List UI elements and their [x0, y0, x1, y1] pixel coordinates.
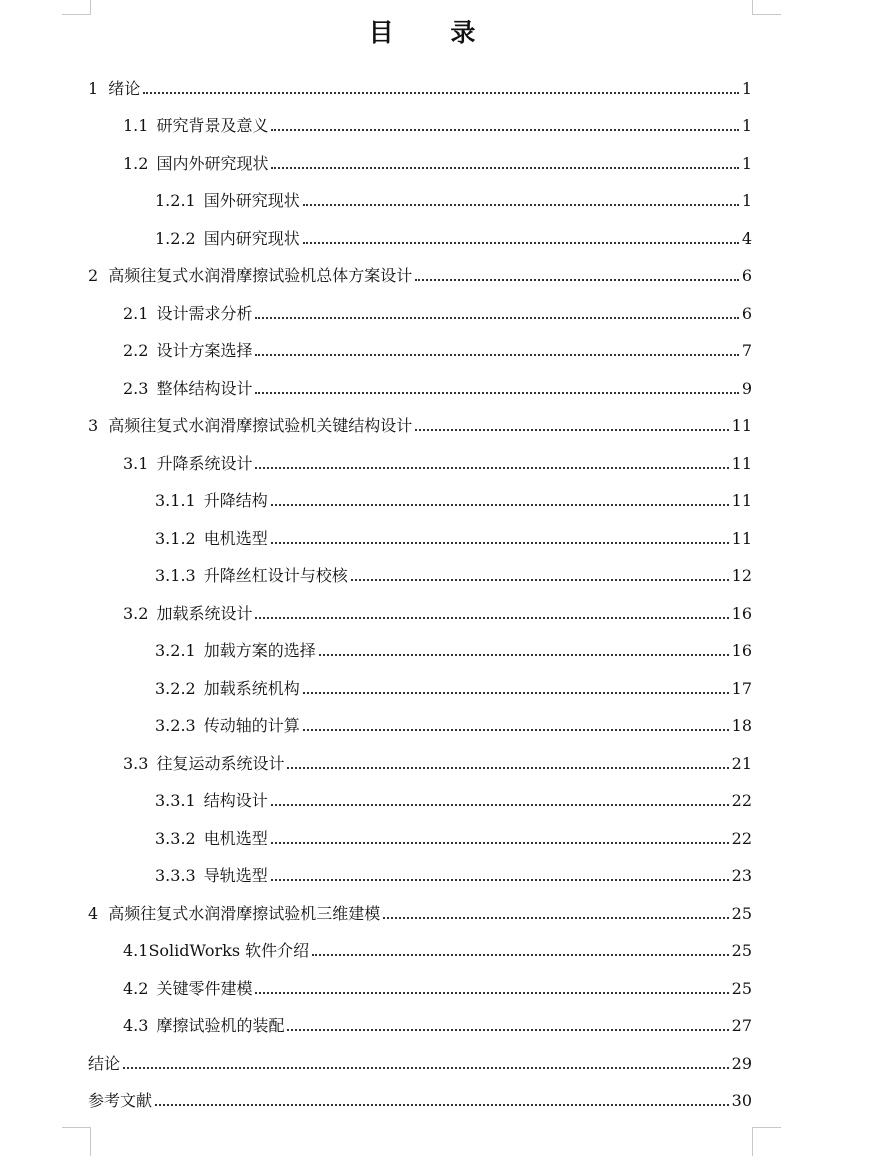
toc-entry[interactable]: [88, 475, 752, 513]
toc-entry[interactable]: [88, 437, 752, 475]
toc-entry-page-number: 29: [731, 1053, 752, 1073]
toc-dot-leader: [383, 915, 728, 919]
toc-dot-leader: [351, 577, 729, 581]
toc-title: 目 录: [368, 18, 500, 47]
toc-entry-number: 3.1.2: [155, 528, 196, 548]
toc-entry[interactable]: [88, 737, 752, 775]
toc-entry-page-number: 7: [741, 341, 752, 360]
toc-entry-label: 摩擦试验机的装配: [156, 1016, 285, 1035]
toc-entry-page-number: 9: [741, 378, 752, 398]
toc-dot-leader: [303, 240, 739, 244]
toc-entry-number: 2.2: [123, 341, 149, 360]
toc-entry[interactable]: [88, 325, 752, 363]
toc-entry-page-number: 25: [731, 978, 752, 998]
toc-entry-label: 国内外研究现状: [156, 153, 269, 173]
toc-entry-page-number: 17: [731, 678, 752, 698]
toc-entry-page-number: 25: [731, 903, 752, 923]
toc-entry[interactable]: [88, 1000, 752, 1038]
toc-entry-label: 加载系统机构: [203, 678, 300, 698]
toc-entry-label: 绪论: [108, 78, 141, 98]
toc-entry[interactable]: [88, 100, 752, 138]
toc-entry-page-number: 11: [731, 528, 752, 548]
toc-entry-label: 国外研究现状: [203, 191, 300, 210]
toc-dot-leader: [271, 802, 729, 806]
toc-entry-page-number: 1: [741, 78, 752, 98]
toc-dot-leader: [287, 1027, 728, 1031]
toc-entry-label: 往复运动系统设计: [156, 753, 285, 773]
toc-entry-label: SolidWorks 软件介绍: [148, 941, 310, 960]
toc-entry-number: 1.2.1: [155, 191, 196, 210]
toc-entry[interactable]: [88, 700, 752, 738]
toc-entry[interactable]: [88, 925, 752, 963]
toc-dot-leader: [303, 727, 729, 731]
toc-entry[interactable]: [88, 887, 752, 925]
toc-dot-leader: [271, 540, 729, 544]
toc-entry-label: 整体结构设计: [156, 378, 253, 398]
toc-entry[interactable]: [88, 362, 752, 400]
toc-entry-page-number: 1: [741, 191, 752, 210]
toc-entry-number: 3.2.1: [155, 641, 196, 660]
page-corner-mark-bottom-right: [752, 1127, 781, 1156]
toc-entry-label: 高频往复式水润滑摩擦试验机总体方案设计: [108, 266, 413, 285]
page-corner-mark-top-left: [62, 0, 91, 15]
toc-entry-label: 国内研究现状: [203, 228, 300, 248]
toc-entry-page-number: 21: [731, 753, 752, 773]
toc-entry-label: 高频往复式水润滑摩擦试验机关键结构设计: [108, 416, 413, 435]
toc-dot-leader: [271, 165, 738, 169]
toc-entry-number: 3.3: [123, 753, 149, 773]
toc-entry-number: 1.1: [123, 116, 149, 135]
toc-entry-label: 升降系统设计: [156, 453, 253, 473]
toc-entry-label: 结构设计: [203, 791, 268, 810]
toc-entry-page-number: 6: [741, 303, 752, 323]
toc-dot-leader: [255, 390, 738, 394]
toc-entry-page-number: 18: [731, 716, 752, 735]
toc-entry[interactable]: [88, 287, 752, 325]
toc-dot-leader: [255, 352, 738, 356]
toc-entry-page-number: 4: [741, 228, 752, 248]
toc-entry-page-number: 25: [731, 941, 752, 960]
toc-dot-leader: [255, 465, 728, 469]
toc-dot-leader: [303, 202, 739, 206]
toc-entry-page-number: 16: [731, 641, 752, 660]
page-corner-mark-bottom-left: [62, 1127, 91, 1156]
toc-entry-label: 设计需求分析: [156, 303, 253, 323]
toc-entry-page-number: 22: [731, 828, 752, 848]
toc-entry-number: 3.3.2: [155, 828, 196, 848]
toc-entry-number: 2: [88, 266, 99, 285]
toc-entry-page-number: 16: [731, 603, 752, 623]
toc-entry-label: 加载方案的选择: [203, 641, 316, 660]
toc-entry[interactable]: [88, 550, 752, 588]
toc-entry[interactable]: [88, 962, 752, 1000]
toc-dot-leader: [255, 615, 728, 619]
toc-dot-leader: [155, 1102, 729, 1106]
toc-dot-leader: [271, 127, 738, 131]
toc-entry-number: 4.3: [123, 1016, 149, 1035]
toc-entry[interactable]: [88, 175, 752, 213]
toc-entry[interactable]: [88, 137, 752, 175]
toc-entry-label: 电机选型: [203, 828, 268, 848]
toc-entry-page-number: 1: [741, 153, 752, 173]
toc-entry-label: 导轨选型: [203, 866, 268, 885]
toc-entry-number: 3: [88, 416, 99, 435]
toc-entry[interactable]: [88, 662, 752, 700]
toc-entry-label: 高频往复式水润滑摩擦试验机三维建模: [108, 903, 381, 923]
toc-entry-label: 参考文献: [88, 1091, 153, 1110]
toc-entry-number: 1: [88, 78, 99, 98]
toc-dot-leader: [271, 877, 729, 881]
page-corner-mark-top-right: [752, 0, 781, 15]
toc-entry-page-number: 11: [731, 491, 752, 510]
toc-entry-page-number: 11: [731, 453, 752, 473]
toc-dot-leader: [123, 1065, 729, 1069]
toc-entry-number: 3.3.3: [155, 866, 196, 885]
toc-entry[interactable]: [88, 625, 752, 663]
toc-entry-label: 研究背景及意义: [156, 116, 269, 135]
toc-entry-number: 4.1: [123, 941, 149, 960]
toc-entry-page-number: 22: [731, 791, 752, 810]
toc-entry-label: 加载系统设计: [156, 603, 253, 623]
toc-entry-page-number: 12: [731, 566, 752, 585]
toc-entry-number: 2.1: [123, 303, 149, 323]
toc-dot-leader: [319, 652, 729, 656]
toc-entry-number: 4: [88, 903, 99, 923]
toc-entry-label: 设计方案选择: [156, 341, 253, 360]
toc-entry-label: 结论: [88, 1053, 121, 1073]
toc-entry[interactable]: [88, 250, 752, 288]
toc-entry-page-number: 30: [731, 1091, 752, 1110]
toc-dot-leader: [255, 990, 728, 994]
toc-entry[interactable]: [88, 1037, 752, 1075]
toc-entry-number: 2.3: [123, 378, 149, 398]
toc-entry[interactable]: [88, 587, 752, 625]
toc-entry-page-number: 6: [741, 266, 752, 285]
toc-entry-number: 3.3.1: [155, 791, 196, 810]
toc-dot-leader: [255, 315, 738, 319]
toc-entry-label: 升降丝杠设计与校核: [203, 566, 348, 585]
toc-dot-leader: [143, 90, 739, 94]
toc-dot-leader: [287, 765, 728, 769]
toc-entry[interactable]: [88, 1075, 752, 1113]
toc-entry[interactable]: [88, 212, 752, 250]
toc-entry-page-number: 11: [731, 416, 752, 435]
toc-dot-leader: [271, 840, 729, 844]
toc-dot-leader: [303, 690, 729, 694]
toc-entry-page-number: 1: [741, 116, 752, 135]
toc-entry-number: 4.2: [123, 978, 149, 998]
toc-entry-page-number: 27: [731, 1016, 752, 1035]
toc-entry-page-number: 23: [731, 866, 752, 885]
toc-entry-number: 3.2.3: [155, 716, 196, 735]
toc-entry-number: 1.2.2: [155, 228, 196, 248]
toc-dot-leader: [312, 952, 728, 956]
toc-entry-number: 3.1.3: [155, 566, 196, 585]
toc-entry-number: 3.2: [123, 603, 149, 623]
toc-entry-label: 关键零件建模: [156, 978, 253, 998]
toc-entry[interactable]: [88, 512, 752, 550]
toc-dot-leader: [271, 502, 729, 506]
toc-entry-number: 3.1: [123, 453, 149, 473]
toc-entry-label: 升降结构: [203, 491, 268, 510]
toc-entry-number: 3.1.1: [155, 491, 196, 510]
toc-entry-number: 1.2: [123, 153, 149, 173]
toc-entry-number: 3.2.2: [155, 678, 196, 698]
toc-entry[interactable]: [88, 850, 752, 888]
toc-entry[interactable]: [88, 775, 752, 813]
toc-entry[interactable]: [88, 62, 752, 100]
toc-entry[interactable]: [88, 400, 752, 438]
toc-entry-label: 电机选型: [203, 528, 268, 548]
toc-dot-leader: [415, 277, 739, 281]
toc-entry-label: 传动轴的计算: [203, 716, 300, 735]
toc-dot-leader: [415, 427, 728, 431]
table-of-contents: [88, 62, 752, 1112]
toc-entry[interactable]: [88, 812, 752, 850]
